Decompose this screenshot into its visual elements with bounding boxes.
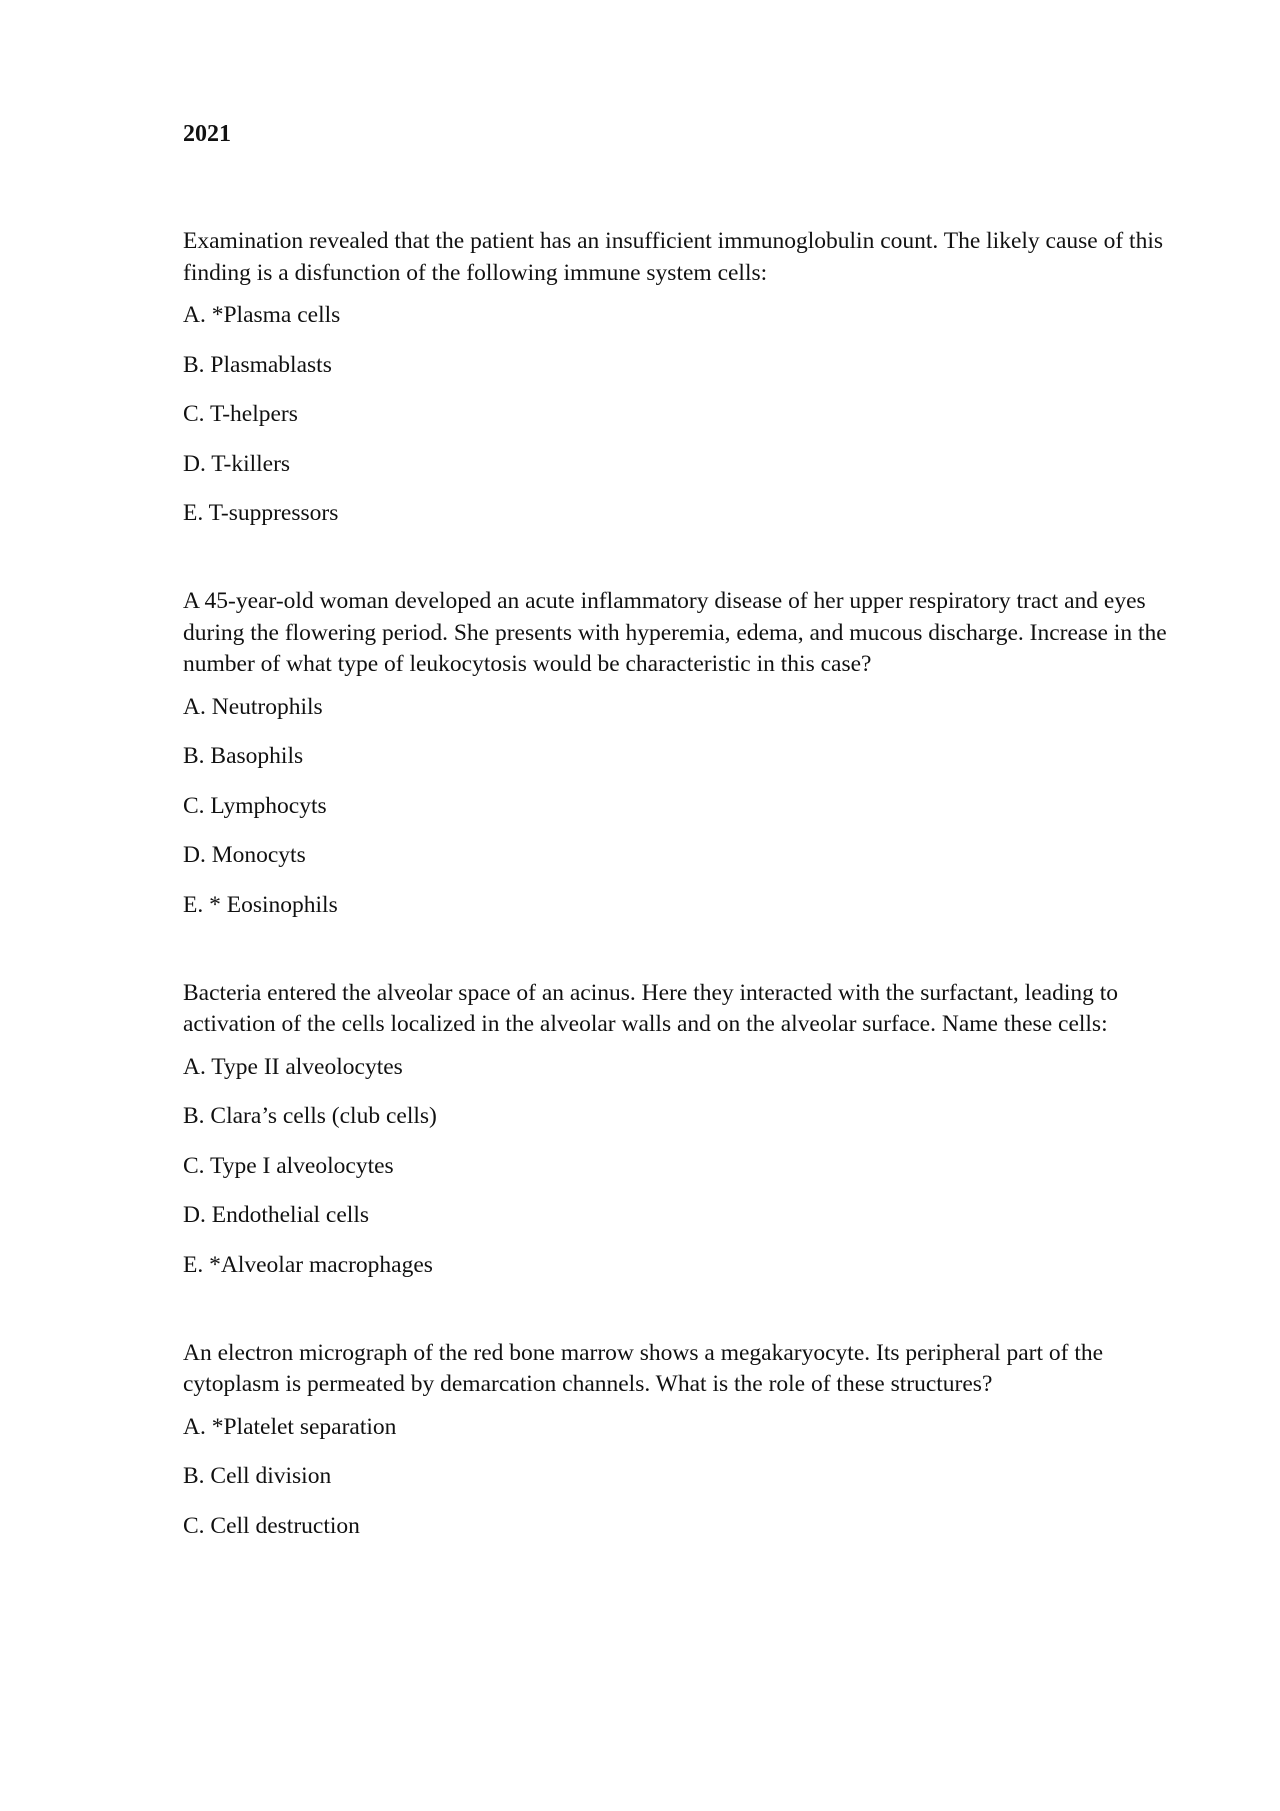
answer-option: A. *Plasma cells <box>183 302 341 328</box>
document-page <box>183 120 1193 1599</box>
answer-option: A. Neutrophils <box>183 693 323 720</box>
question-stem: An electron micrograph of the red bone marrow shows a megakaryocyte. Its peripheral part of the cytoplasm is permeated by demarcation channels. What is the role of these structures? <box>183 1339 1104 1397</box>
question-stem: Bacteria entered the alveolar space of an acinus. Here they interacted with the surfactant, leading to activation of the cells localized in the alveolar walls and on the alveolar surface. Name these cells: <box>183 979 1118 1037</box>
document-year-heading: 2021 <box>183 121 231 147</box>
question-2 <box>183 586 1193 919</box>
answer-option: B. Clara’s cells (club cells) <box>183 1103 437 1129</box>
answer-option: D. Endothelial cells <box>183 1202 369 1228</box>
answer-option: C. Type I alveolocytes <box>183 1152 394 1179</box>
question-stem: A 45-year-old woman developed an acute inflammatory disease of her upper respiratory tract and eyes during the flowering period. She presents with hyperemia, edema, and mucous discharge. Increase in the number of what type of leukocytosis would be characteristic in this case? <box>183 588 1167 677</box>
answer-option: B. Plasmablasts <box>183 351 332 378</box>
answer-option: B. Cell division <box>183 1463 332 1489</box>
answer-option: B. Basophils <box>183 743 304 769</box>
question-1 <box>183 226 1193 527</box>
answer-option: D. Monocyts <box>183 842 306 868</box>
question-4 <box>183 1338 1193 1540</box>
answer-option: A. *Platelet separation <box>183 1413 397 1440</box>
answer-option: C. Cell destruction <box>183 1512 360 1539</box>
answer-option: C. T-helpers <box>183 401 298 427</box>
question-3 <box>183 978 1193 1279</box>
question-stem: Examination revealed that the patient has an insufficient immunoglobulin count. The likely cause of this finding is a disfunction of the following immune system cells: <box>183 228 1164 286</box>
answer-option: E. T-suppressors <box>183 500 339 526</box>
answer-option: A. Type II alveolocytes <box>183 1053 403 1080</box>
answer-option: C. Lymphocyts <box>183 792 327 819</box>
answer-option: E. * Eosinophils <box>183 891 338 918</box>
answer-option: D. T-killers <box>183 450 291 477</box>
answer-option: E. *Alveolar macrophages <box>183 1251 433 1278</box>
